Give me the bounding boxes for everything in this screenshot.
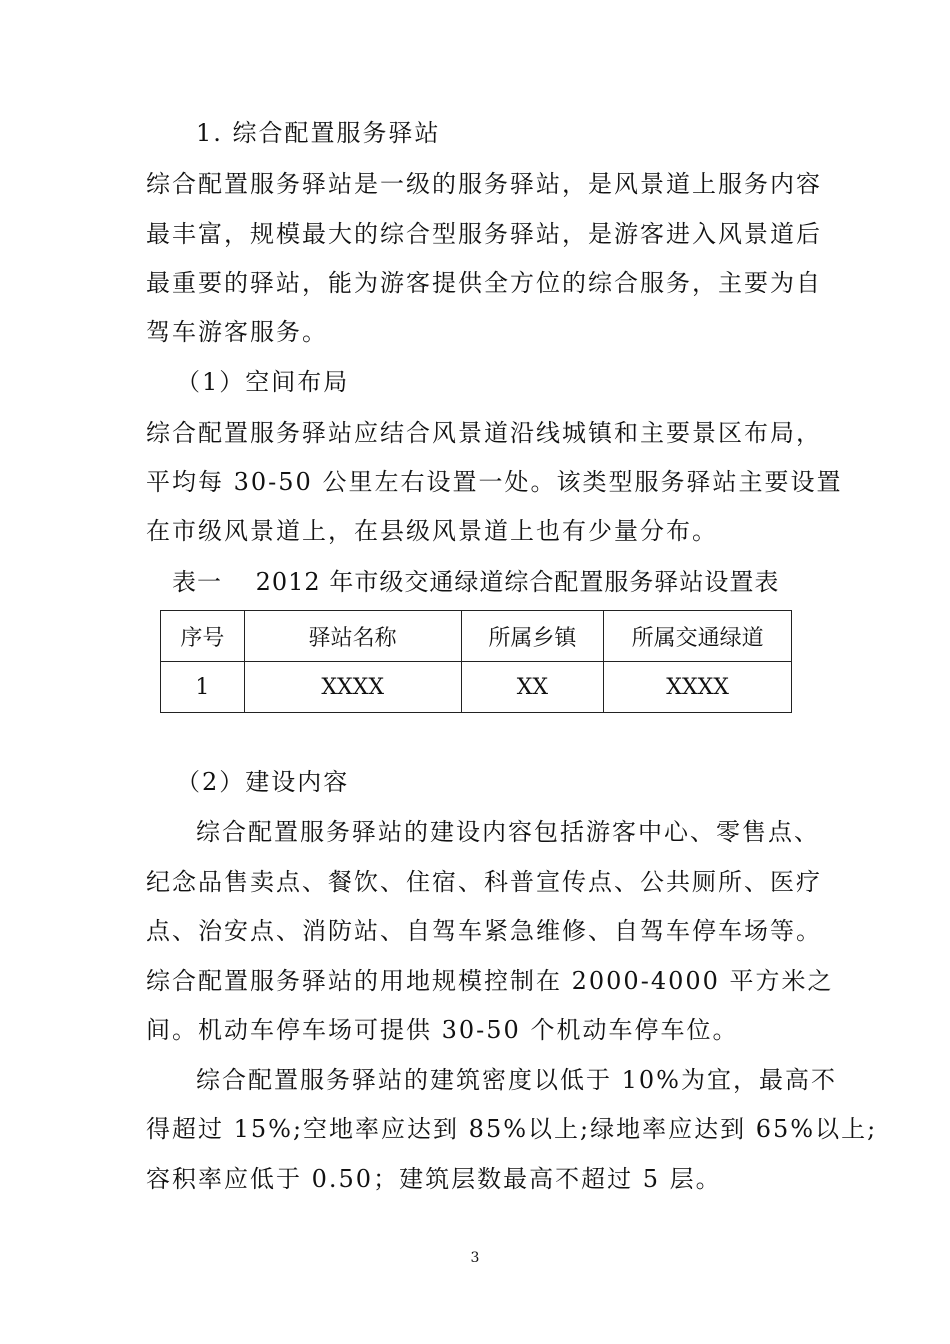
section-heading: 1. 综合配置服务驿站 (196, 119, 441, 147)
subsection-heading: （1）空间布局 (176, 368, 350, 396)
paragraph-line: 纪念品售卖点、餐饮、住宿、科普宣传点、公共厕所、医疗 (146, 868, 822, 896)
paragraph-line: 最丰富，规模最大的综合型服务驿站，是游客进入风景道后 (146, 220, 822, 248)
table-header-cell: 所属交通绿道 (604, 611, 792, 662)
paragraph-line: 间。机动车停车场可提供 30-50 个机动车停车位。 (146, 1016, 739, 1044)
station-table (160, 610, 792, 713)
paragraph-line: 得超过 15%;空地率应达到 85%以上;绿地率应达到 65%以上; (146, 1115, 878, 1143)
paragraph-line: 综合配置服务驿站是一级的服务驿站，是风景道上服务内容 (146, 170, 822, 198)
paragraph-line: 综合配置服务驿站的用地规模控制在 2000-4000 平方米之 (146, 967, 834, 995)
table-cell: XXXX (244, 662, 461, 713)
paragraph-line: 综合配置服务驿站的建筑密度以低于 10%为宜，最高不 (196, 1066, 837, 1094)
table-header-cell: 序号 (161, 611, 245, 662)
page-number: 3 (470, 1250, 480, 1266)
paragraph-line: 点、治安点、消防站、自驾车紧急维修、自驾车停车场等。 (146, 917, 822, 945)
paragraph-line: 最重要的驿站，能为游客提供全方位的综合服务，主要为自 (146, 269, 822, 297)
table-header-cell: 驿站名称 (244, 611, 461, 662)
paragraph-line: 在市级风景道上，在县级风景道上也有少量分布。 (146, 517, 718, 545)
table-header-row (161, 611, 792, 662)
paragraph-line: 驾车游客服务。 (146, 318, 328, 346)
paragraph-line: 平均每 30-50 公里左右设置一处。该类型服务驿站主要设置 (146, 468, 843, 496)
table-cell: XX (461, 662, 604, 713)
table-row (161, 662, 792, 713)
paragraph-line: 综合配置服务驿站的建设内容包括游客中心、零售点、 (196, 818, 820, 846)
paragraph-line: 综合配置服务驿站应结合风景道沿线城镇和主要景区布局， (146, 419, 822, 447)
table-header-cell: 所属乡镇 (461, 611, 604, 662)
table-cell: XXXX (604, 662, 792, 713)
subsection-heading: （2）建设内容 (176, 768, 350, 796)
table-cell: 1 (161, 662, 245, 713)
table-caption: 表一 2012 年市级交通绿道综合配置服务驿站设置表 (172, 568, 780, 596)
paragraph-line: 容积率应低于 0.50；建筑层数最高不超过 5 层。 (146, 1165, 722, 1193)
